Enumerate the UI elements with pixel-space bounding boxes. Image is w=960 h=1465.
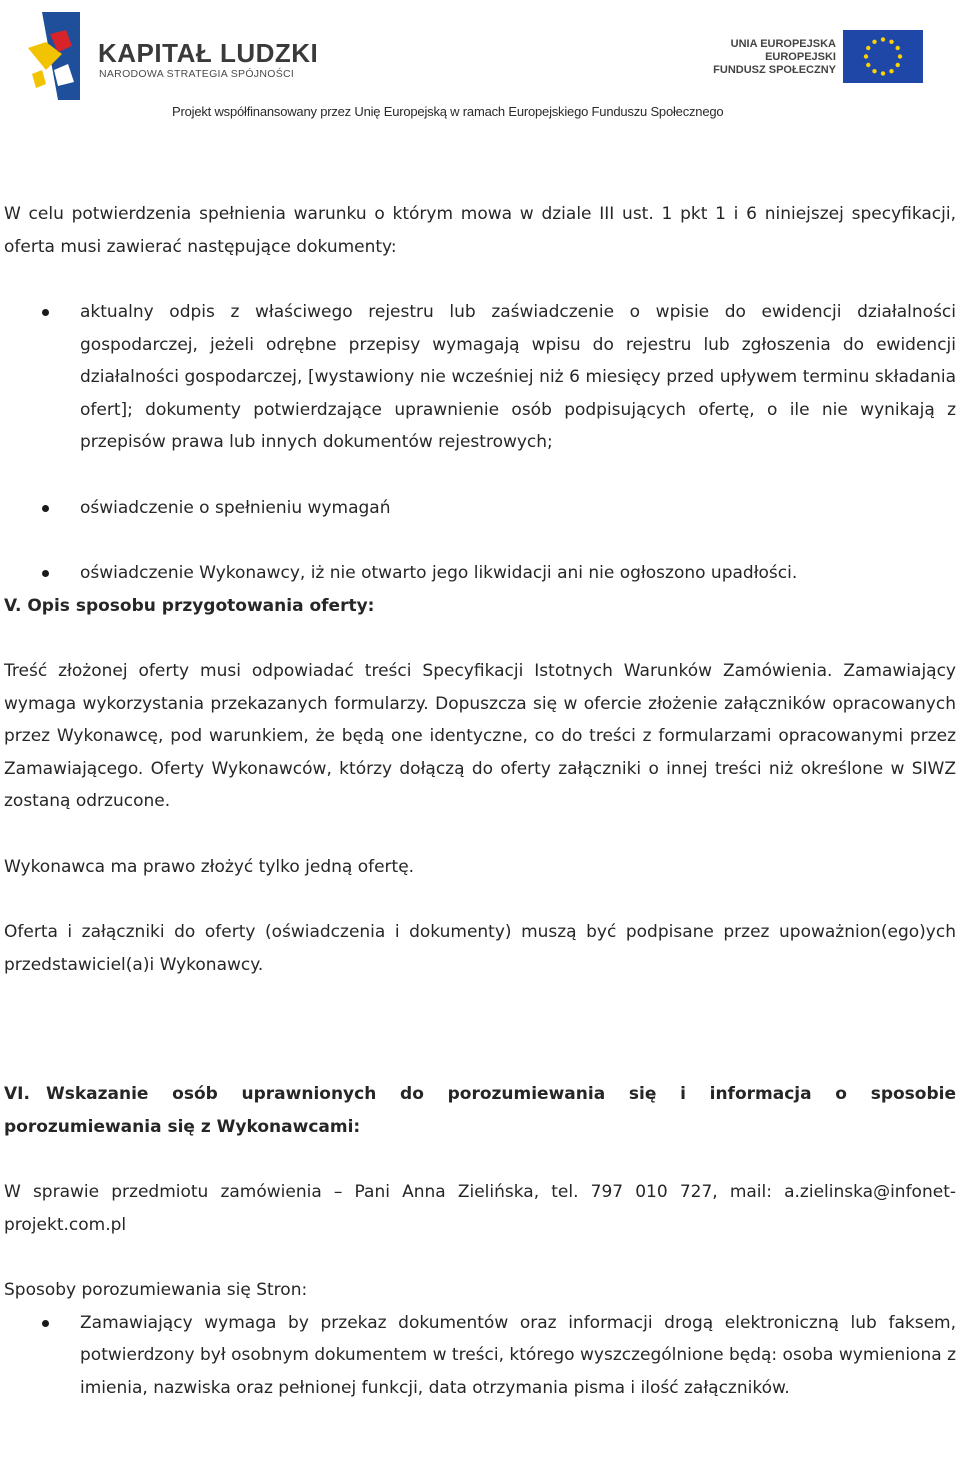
eu-star-icon <box>889 40 893 44</box>
eu-star-icon <box>881 71 885 75</box>
bullet-icon <box>42 1320 49 1327</box>
bullet-icon <box>42 570 49 577</box>
cofinancing-note: Projekt współfinansowany przez Unię Europejską w ramach Europejskiego Funduszu Społecznego <box>172 104 724 119</box>
section-6-title: Wskazanie osób uprawnionych do porozumiewania się i informacja o sposobie porozumiewania się z Wykonawcami: <box>4 1084 956 1137</box>
methods-label: Sposoby porozumiewania się Stron: <box>4 1280 308 1300</box>
section-5-paragraph-2: Wykonawca ma prawo złożyć tylko jedną ofertę. <box>4 856 415 877</box>
kapital-ludzki-subtitle: NARODOWA STRATEGIA SPÓJNOŚCI <box>99 68 295 80</box>
kapital-ludzki-title: KAPITAŁ LUDZKI <box>98 38 319 68</box>
bullet-icon <box>42 309 49 316</box>
page-header <box>0 0 960 130</box>
kapital-ludzki-logo-icon <box>28 12 80 100</box>
list-item-text: Zamawiający wymaga by przekaz dokumentów oraz informacji drogą elektroniczną lub faksem, potwierdzony był osobnym dokumentem w treści, którego wyszczególnione będą: osoba wymieniona z imienia, nazwiska oraz pełnionej funkcji, data otrzymania pisma i ilość załączników. <box>80 1312 956 1398</box>
section-6-heading <box>4 1078 956 1143</box>
required-documents-list <box>4 296 956 590</box>
eu-star-icon <box>866 63 870 67</box>
eu-star-icon <box>896 63 900 67</box>
eu-star-icon <box>898 54 902 58</box>
list-item <box>4 557 956 590</box>
section-5-paragraph-3: Oferta i załączniki do oferty (oświadczenia i dokumenty) muszą być podpisane przez upoważnion(ego)ych przedstawiciel(a)i Wykonawcy. <box>4 922 956 975</box>
eu-fund-text <box>713 38 836 77</box>
contact-paragraph: W sprawie przedmiotu zamówienia – Pani Anna Zielińska, tel. 797 010 727, mail: a.zielinska@infonet-projekt.com.pl <box>4 1182 956 1235</box>
section-5-heading: V. Opis sposobu przygotowania oferty: <box>4 595 375 616</box>
bullet-icon <box>42 505 49 512</box>
eu-line-2: EUROPEJSKI <box>765 51 836 63</box>
eu-star-icon <box>866 46 870 50</box>
eu-star-icon <box>896 46 900 50</box>
section-6-number: VI. <box>4 1084 30 1104</box>
list-item <box>4 1307 956 1405</box>
section-5-paragraph-1: Treść złożonej oferty musi odpowiadać treści Specyfikacji Istotnych Warunków Zamówienia. Zamawiający wymaga wykorzystania przekazanych formularzy. Dopuszcza się w ofercie złożenie załączników opracowanych przez Wykonawcę, pod warunkiem, że będą one identyczne, co do treści z formularzami opracowanymi przez Zamawiającego. Oferty Wykonawców, którzy dołączą do oferty załączniki o innej treści niż określone w SIWZ zostaną odrzucone. <box>4 661 956 811</box>
eu-line-1: UNIA EUROPEJSKA <box>730 38 836 50</box>
list-item-text: oświadczenie o spełnieniu wymagań <box>80 497 391 518</box>
list-item <box>4 492 956 525</box>
eu-star-icon <box>881 37 885 41</box>
document-body <box>4 198 956 1404</box>
communication-methods-list <box>4 1307 956 1405</box>
list-item <box>4 296 956 459</box>
eu-flag-icon <box>843 30 923 83</box>
intro-paragraph: W celu potwierdzenia spełnienia warunku o którym mowa w dziale III ust. 1 pkt 1 i 6 niniejszej specyfikacji, oferta musi zawierać następujące dokumenty: <box>4 204 956 257</box>
list-item-text: oświadczenie Wykonawcy, iż nie otwarto jego likwidacji ani nie ogłoszono upadłości. <box>80 563 798 583</box>
list-item-text: aktualny odpis z właściwego rejestru lub zaświadczenie o wpisie do ewidencji działalności gospodarczej, jeżeli odrębne przepisy wymagają wpisu do rejestru lub zgłoszenia do ewidencji działalności gospodarczej, [wystawiony nie wcześniej niż 6 miesięcy przed upływem terminu składania ofert]; dokumenty potwierdzające uprawnienie osób podpisujących ofertę, o ile nie wynikają z przepisów prawa lub innych dokumentów rejestrowych; <box>80 302 956 452</box>
eu-star-icon <box>889 69 893 73</box>
eu-star-icon <box>872 40 876 44</box>
eu-star-icon <box>864 54 868 58</box>
eu-star-icon <box>872 69 876 73</box>
eu-line-3: FUNDUSZ SPOŁECZNY <box>713 64 836 76</box>
